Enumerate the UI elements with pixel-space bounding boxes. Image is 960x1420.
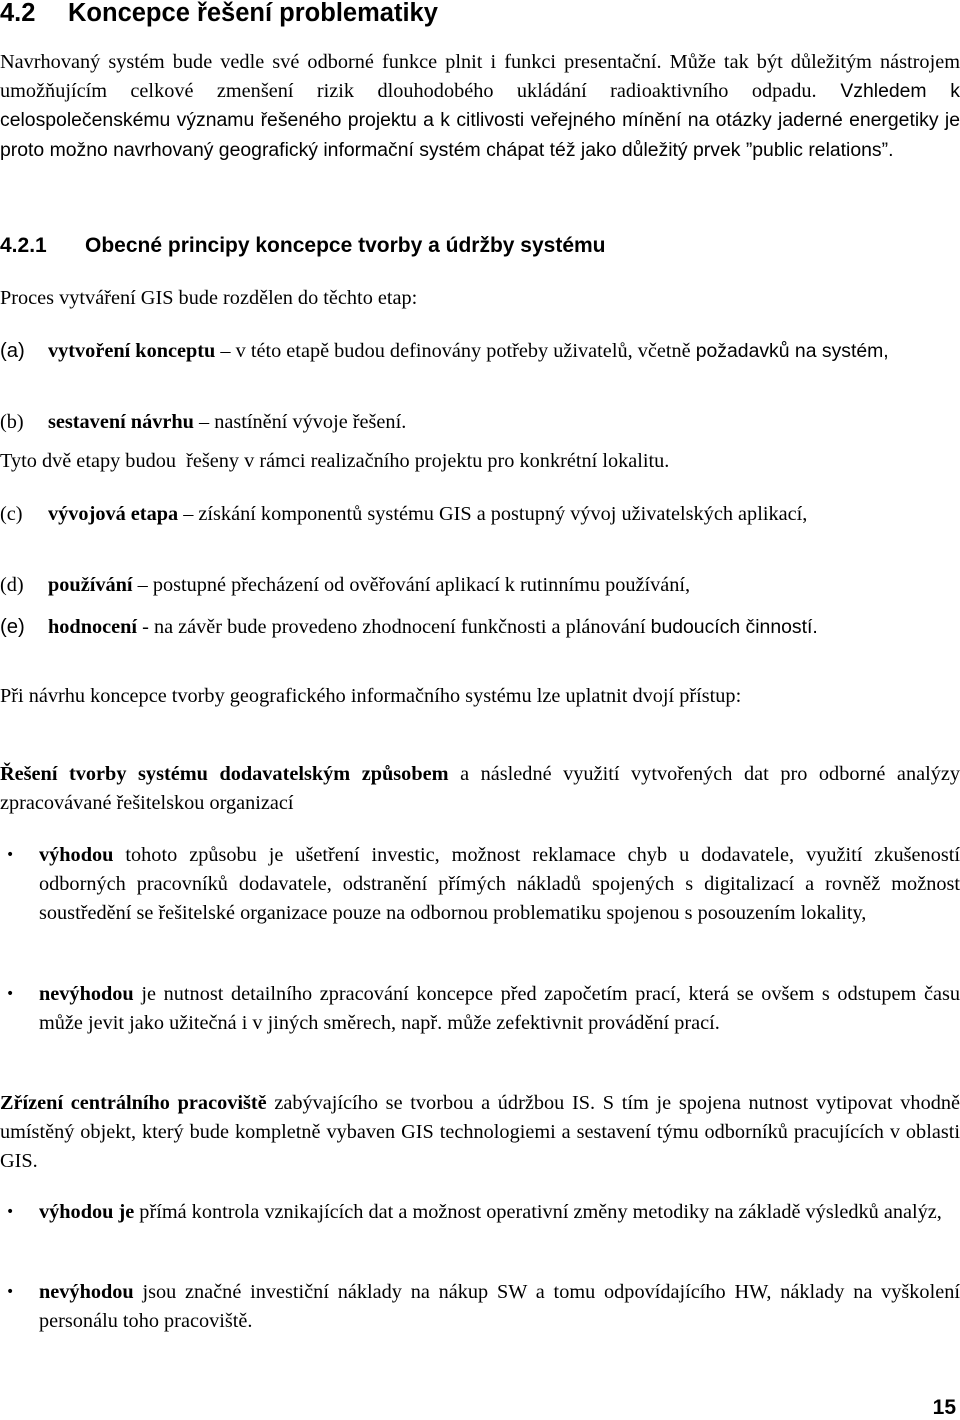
approach-1-paragraph bbox=[0, 760, 960, 818]
bullet-icon: • bbox=[6, 847, 15, 863]
process-intro: Proces vytváření GIS bude rozdělen do těchto etap: bbox=[0, 287, 418, 309]
stage-text-sans: požadavků na systém, bbox=[695, 340, 889, 362]
pros-text: přímá kontrola vznikajících dat a možnost operativní změny metodiky na základě výsledků analýz, bbox=[134, 1201, 942, 1223]
stage-label: (b) bbox=[0, 411, 24, 433]
stage-c bbox=[0, 500, 960, 529]
subsection-title: Obecné principy koncepce tvorby a údržby systému bbox=[85, 234, 606, 257]
stage-text-sans: budoucích činností. bbox=[650, 616, 818, 638]
stage-label: (d) bbox=[0, 574, 24, 596]
stage-text: – v této etapě budou definovány potřeby uživatelů, včetně bbox=[215, 340, 696, 362]
intro-text-2: Vzhledem k celospolečenskému významu řešeného projektu a k citlivosti veřejného mínění na otázky jaderné energetiky je proto možno navrhovaný geografický informační systém chápat též jako důležitý prvek ”public relations”. bbox=[0, 80, 960, 161]
bullet-icon: • bbox=[6, 1284, 15, 1300]
page-number: 15 bbox=[932, 1396, 956, 1419]
subsection-heading bbox=[0, 232, 960, 260]
subsection-number: 4.2.1 bbox=[0, 234, 47, 257]
stage-text: – postupné přecházení od ověřování aplikací k rutinnímu používání, bbox=[132, 574, 691, 596]
stage-text: – získání komponentů systému GIS a postupný vývoj uživatelských aplikací, bbox=[178, 503, 808, 525]
stage-term: používání bbox=[48, 574, 133, 596]
stages-note: Tyto dvě etapy budou řešeny v rámci realizačního projektu pro konkrétní lokalitu. bbox=[0, 450, 670, 472]
stage-label: (c) bbox=[0, 503, 23, 525]
approach-2-title: Zřízení centrálního pracoviště bbox=[0, 1092, 267, 1114]
section-heading bbox=[0, 0, 960, 28]
stage-b bbox=[0, 408, 960, 437]
approach-intro: Při návrhu koncepce tvorby geografického informačního systému lze uplatnit dvojí přístup: bbox=[0, 685, 742, 707]
stage-text: - na závěr bude provedeno zhodnocení funkčnosti a plánování bbox=[137, 616, 651, 638]
cons-text: je nutnost detailního zpracování koncepce před započetím prací, která se ovšem s odstupem času může jevit jako užitečná i v jiných směrech, např. může zefektivnit provádění prací. bbox=[39, 983, 960, 1035]
stage-term: vytvoření konceptu bbox=[48, 340, 216, 362]
approach-2-cons bbox=[0, 1278, 960, 1336]
approach-2-pros bbox=[0, 1198, 960, 1227]
stage-term: hodnocení bbox=[48, 616, 138, 638]
intro-paragraph bbox=[0, 48, 960, 165]
approach-1-title: Řešení tvorby systému dodavatelským způsobem bbox=[0, 763, 449, 785]
section-title: Koncepce řešení problematiky bbox=[68, 0, 438, 27]
approach-1-cons bbox=[0, 980, 960, 1038]
cons-term: nevýhodou bbox=[39, 983, 134, 1005]
approach-1-text: a následné využití vytvořených dat pro odborné analýzy zpracovávané řešitelskou organizací bbox=[0, 763, 960, 815]
stage-term: vývojová etapa bbox=[48, 503, 179, 525]
cons-term: nevýhodou bbox=[39, 1281, 134, 1303]
pros-term: výhodou je bbox=[39, 1201, 135, 1223]
bullet-icon: • bbox=[6, 986, 15, 1002]
stage-text: – nastínění vývoje řešení. bbox=[193, 411, 407, 433]
stage-d bbox=[0, 571, 960, 600]
pros-text: tohoto způsobu je ušetření investic, možnost reklamace chyb u dodavatele, využití zkušeností odborných pracovníků dodavatele, odstranění přímých nákladů spojených s digitalizací a rovněž možnost soustředění se řešitelské organizace pouze na odbornou problematiku spojenou s posouzením lokality, bbox=[39, 844, 960, 925]
section-number: 4.2 bbox=[0, 0, 36, 27]
intro-text-1: Navrhovaný systém bude vedle své odborné funkce plnit i funkci presentační. Může tak být důležitým nástrojem umožňujícím celkové zmenšení rizik dlouhodobého ukládání radioaktivního odpadu. bbox=[0, 51, 960, 103]
approach-2-text: zabývajícího se tvorbou a údržbou IS. S tím je spojena nutnost vytipovat vhodně umístěný objekt, který bude kompletně vybaven GIS technologiemi a sestavení týmu odborníků pracujících v oblasti GIS. bbox=[0, 1092, 960, 1173]
cons-text: jsou značné investiční náklady na nákup SW a tomu odpovídajícího HW, náklady na vyškolení personálu toho pracoviště. bbox=[39, 1281, 960, 1333]
stage-e bbox=[0, 613, 960, 642]
approach-2-paragraph bbox=[0, 1089, 960, 1177]
stage-label: (e) bbox=[0, 616, 25, 638]
pros-term: výhodou bbox=[39, 844, 114, 866]
stage-term: sestavení návrhu bbox=[48, 411, 194, 433]
bullet-icon: • bbox=[6, 1204, 15, 1220]
stage-a bbox=[0, 337, 960, 366]
approach-1-pros bbox=[0, 841, 960, 929]
stage-label: (a) bbox=[0, 340, 25, 362]
